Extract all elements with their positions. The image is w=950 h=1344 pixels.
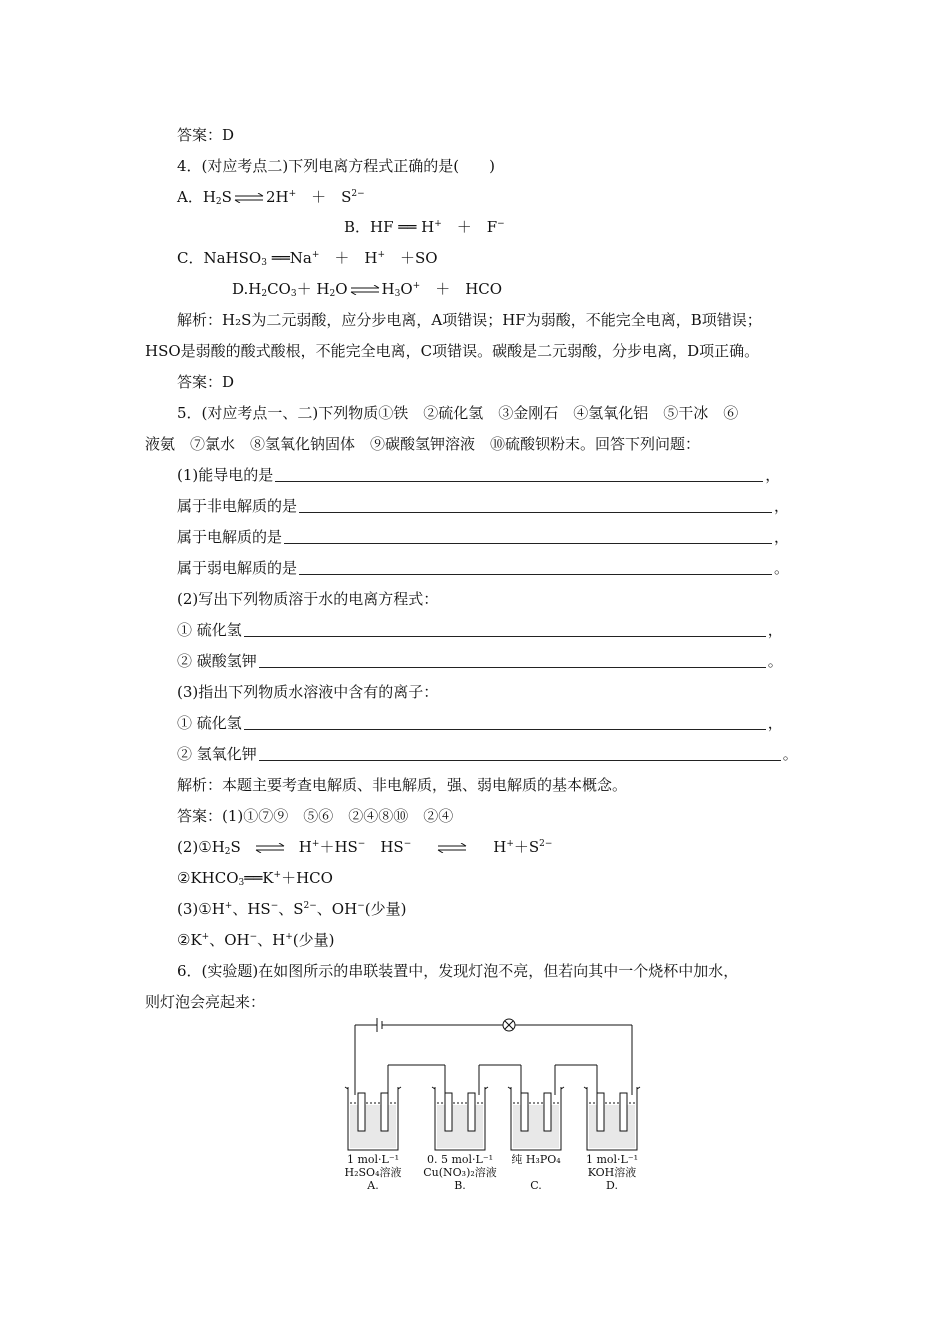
answer-line: $(2)①H_2S$ H+＋HS− HS− $H^++S^{2-}$ [177, 838, 553, 857]
reversible-arrow-icon [234, 193, 264, 203]
blank-row: (1)能导电的是 ， [177, 466, 781, 484]
reversible-arrow-icon [255, 843, 285, 853]
beaker-label: 纯 H₃PO₄ [511, 1153, 561, 1166]
beaker-4 [584, 1087, 640, 1192]
answer-line: 答案：D [177, 126, 235, 144]
question-4-stem: 4．(对应考点二)下列电离方程式正确的是( ) [177, 157, 495, 175]
beaker-label: D. [606, 1179, 618, 1192]
option-b: B．HF ══ H+ ＋ F− [344, 218, 505, 236]
reversible-arrow-icon [350, 285, 380, 295]
answer-line: $②KHCO_3══K^++HCO$ [177, 869, 333, 888]
answer-blank[interactable] [244, 621, 766, 637]
blank-row: ② 氢氧化钾 。 [177, 745, 798, 763]
beaker-1 [345, 1087, 402, 1192]
blank-row: 属于弱电解质的是 。 [177, 559, 790, 577]
answer-line: ②K+、OH−、H+(少量) [177, 931, 335, 949]
blank-row: 属于非电解质的是 ， [177, 497, 790, 515]
beaker-label: Cu(NO₃)₂溶液 [423, 1166, 497, 1179]
blank-row: ① 硫化氢 ， [177, 714, 783, 732]
answer-blank[interactable] [259, 652, 766, 668]
option-a: A．$H_2S$ 2H+ ＋ $S^{2-}$ [177, 188, 365, 207]
question-5-stem: 5．(对应考点一、二)下列物质①铁 ②硫化氢 ③金刚石 ④氢氧化铝 ⑤干冰 ⑥ [177, 404, 739, 422]
beaker-label: B. [454, 1179, 466, 1192]
blank-row: 属于电解质的是 ， [177, 528, 790, 546]
beaker-2 [423, 1087, 497, 1192]
series-circuit-diagram [335, 1015, 655, 1200]
answer-blank[interactable] [299, 497, 772, 513]
beaker-3 [508, 1087, 564, 1192]
question-6-stem: 则灯泡会亮起来： [145, 993, 266, 1011]
beaker-label: H₂SO₄溶液 [344, 1166, 402, 1179]
beaker-label: A. [367, 1179, 379, 1192]
solution-line: HSO是弱酸的酸式酸根，不能完全电离，C项错误。碳酸是二元弱酸，分步电离，D项正确。 [145, 342, 760, 360]
answer-line: (3)①H+、HS−、$S^{2-}$、OH−(少量) [177, 900, 407, 918]
sub-question: (3)指出下列物质水溶液中含有的离子： [177, 683, 439, 701]
blank-row: ② 碳酸氢钾 。 [177, 652, 783, 670]
reversible-arrow-icon [437, 843, 467, 853]
blank-row: ① 硫化氢 ， [177, 621, 783, 639]
answer-blank[interactable] [299, 559, 772, 575]
answer-line: 答案：(1)①⑦⑨ ⑤⑥ ②④⑧⑩ ②④ [177, 807, 454, 825]
solution-line: 解析：本题主要考查电解质、非电解质，强、弱电解质的基本概念。 [177, 776, 628, 794]
question-6-stem: 6．(实验题)在如图所示的串联装置中，发现灯泡不亮，但若向其中一个烧杯中加水， [177, 962, 739, 980]
answer-blank[interactable] [259, 745, 781, 761]
answer-blank[interactable] [244, 714, 766, 730]
beaker-label: 0. 5 mol·L⁻¹ [426, 1153, 494, 1166]
question-5-stem: 液氨 ⑦氯水 ⑧氢氧化钠固体 ⑨碳酸氢钾溶液 ⑩硫酸钡粉末。回答下列问题： [145, 435, 701, 453]
answer-line: 答案：D [177, 373, 235, 391]
answer-blank[interactable] [284, 528, 772, 544]
beaker-label: 1 mol·L⁻¹ [585, 1153, 639, 1166]
answer-blank[interactable] [275, 466, 763, 482]
beaker-label: 1 mol·L⁻¹ [346, 1153, 400, 1166]
beaker-label: KOH溶液 [587, 1166, 637, 1179]
option-c: C．NaHSO$_3$ ══Na+ ＋ H+ ＋SO [177, 249, 438, 268]
option-d: $D.H_2CO_3+ H_2O$ $H_3O^+$ ＋ HCO [232, 280, 503, 299]
solution-line: 解析：H₂S为二元弱酸，应分步电离，A项错误；HF为弱酸，不能完全电离，B项错误； [177, 311, 762, 329]
beaker-label: C. [530, 1179, 542, 1192]
sub-question: (2)写出下列物质溶于水的电离方程式： [177, 590, 439, 608]
